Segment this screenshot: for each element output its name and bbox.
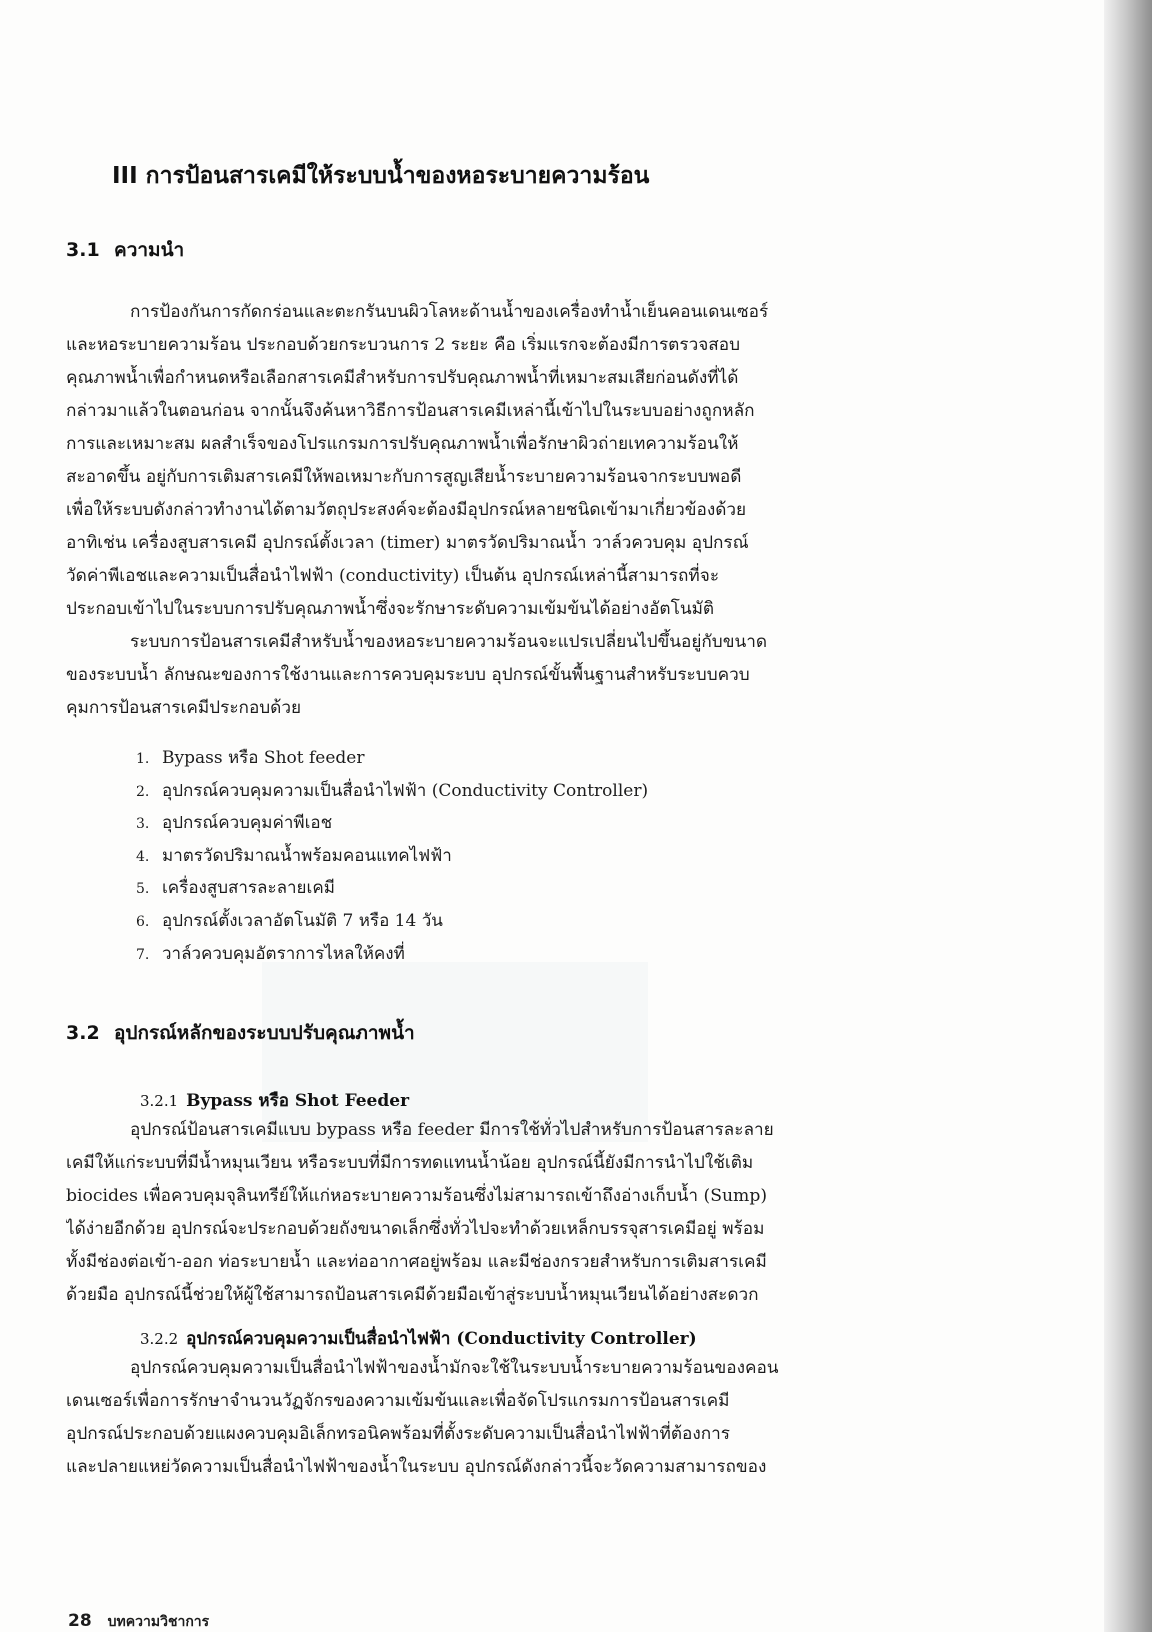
list-item (136, 742, 648, 775)
text-line: ทั้งมีช่องต่อเข้า-ออก ท่อระบายน้ำ และท่ออากาศอยู่พร้อม และมีช่องกรวยสำหรับการเติมสารเคมี (66, 1252, 767, 1272)
list-item-number: 5. (136, 881, 150, 898)
list-item-text: Bypass หรือ Shot feeder (162, 748, 365, 768)
chapter-heading: III การป้อนสารเคมีให้ระบบน้ำของหอระบายความร้อน (112, 163, 650, 189)
section-number: 3.2 (66, 1022, 100, 1044)
text-line: สะอาดขึ้น อยู่กับการเติมสารเคมีให้พอเหมาะกับการสูญเสียน้ำระบายความร้อนจากระบบพอดี (66, 467, 742, 487)
list-item-number: 2. (136, 783, 150, 800)
text-line: การและเหมาะสม ผลสำเร็จของโปรแกรมการปรับคุณภาพน้ำเพื่อรักษาผิวถ่ายเทความร้อนให้ (66, 434, 739, 454)
text-line: คุณภาพน้ำเพื่อกำหนดหรือเลือกสารเคมีสำหรับการปรับคุณภาพน้ำที่เหมาะสมเสียก่อนดังที่ได้ (66, 368, 739, 388)
page-number: 28 (68, 1611, 92, 1631)
list-item (136, 905, 648, 938)
page-footer (68, 1611, 209, 1633)
list-item (136, 807, 648, 840)
text-line: อาทิเช่น เครื่องสูบสารเคมี อุปกรณ์ตั้งเวลา (timer) มาตรวัดปริมาณน้ำ วาล์วควบคุม อุปกรณ์ (66, 533, 749, 553)
text-line: การป้องกันการกัดกร่อนและตะกรันบนผิวโลหะด้านน้ำของเครื่องทำน้ำเย็นคอนเดนเซอร์ (130, 302, 769, 322)
text-line: และปลายแหย่วัดความเป็นสื่อนำไฟฟ้าของน้ำในระบบ อุปกรณ์ดังกล่าวนี้จะวัดความสามารถของ (66, 1457, 767, 1477)
footer-label: บทความวิชาการ (107, 1614, 210, 1630)
list-item (136, 840, 648, 873)
list-item-number: 4. (136, 848, 150, 865)
text-line: และหอระบายความร้อน ประกอบด้วยกระบวนการ 2 ระยะ คือ เริ่มแรกจะต้องมีการตรวจสอบ (66, 335, 741, 355)
subsection-title: อุปกรณ์ควบคุมความเป็นสื่อนำไฟฟ้า (Conductivity Controller) (186, 1329, 697, 1349)
text-line: ระบบการป้อนสารเคมีสำหรับน้ำของหอระบายความร้อนจะแปรเปลี่ยนไปขึ้นอยู่กับขนาด (130, 632, 768, 652)
list-item-text: มาตรวัดปริมาณน้ำพร้อมคอนแทคไฟฟ้า (162, 845, 452, 866)
conductivity-paragraph (66, 1352, 836, 1484)
intro-paragraph (66, 296, 836, 725)
section-number: 3.1 (66, 239, 100, 261)
list-item-text: เครื่องสูบสารละลายเคมี (162, 878, 335, 899)
list-item (136, 775, 648, 808)
text-line: อุปกรณ์ประกอบด้วยแผงควบคุมอิเล็กทรอนิคพร้อมที่ตั้งระดับความเป็นสื่อนำไฟฟ้าที่ต้องการ (66, 1424, 731, 1444)
text-line: ได้ง่ายอีกด้วย อุปกรณ์จะประกอบด้วยถังขนาดเล็กซึ่งทั่วไปจะทำด้วยเหล็กบรรจุสารเคมีอยู่ พร้อม (66, 1219, 765, 1239)
subsection-heading-3-2-1 (140, 1087, 409, 1114)
list-item-number: 3. (136, 816, 150, 833)
text-line: ประกอบเข้าไปในระบบการปรับคุณภาพน้ำซึ่งจะรักษาระดับความเข้มข้นได้อย่างอัตโนมัติ (66, 599, 715, 619)
text-line: เคมีให้แก่ระบบที่มีน้ำหมุนเวียน หรือระบบที่มีการทดแทนน้ำน้อย อุปกรณ์นี้ยังมีการนำไปใช้เติม (66, 1153, 754, 1173)
text-line: อุปกรณ์ควบคุมความเป็นสื่อนำไฟฟ้าของน้ำมักจะใช้ในระบบน้ำระบายความร้อนของคอน (130, 1358, 779, 1378)
text-line: เดนเซอร์เพื่อการรักษาจำนวนวัฏจักรของความเข้มข้นและเพื่อจัดโปรแกรมการป้อนสารเคมี (66, 1391, 730, 1411)
text-line: คุมการป้อนสารเคมีประกอบด้วย (66, 698, 302, 718)
list-item-text: วาล์วควบคุมอัตราการไหลให้คงที่ (162, 943, 405, 964)
list-item-text: อุปกรณ์ควบคุมค่าพีเอช (162, 813, 333, 834)
text-line: ของระบบน้ำ ลักษณะของการใช้งานและการควบคุมระบบ อุปกรณ์ขั้นพื้นฐานสำหรับระบบควบ (66, 665, 750, 685)
equipment-list (136, 742, 648, 970)
section-title: อุปกรณ์หลักของระบบปรับคุณภาพน้ำ (114, 1022, 415, 1044)
page-edge-shadow (1104, 0, 1152, 1632)
text-line: เพื่อให้ระบบดังกล่าวทำงานได้ตามวัตถุประสงค์จะต้องมีอุปกรณ์หลายชนิดเข้ามาเกี่ยวข้องด้วย (66, 500, 747, 520)
section-title: ความนำ (114, 239, 185, 261)
list-item (136, 872, 648, 905)
list-item-text: อุปกรณ์ตั้งเวลาอัตโนมัติ 7 หรือ 14 วัน (162, 910, 443, 931)
list-item-text: อุปกรณ์ควบคุมความเป็นสื่อนำไฟฟ้า (Conductivity Controller) (162, 780, 649, 801)
section-heading-3-1 (66, 235, 184, 265)
list-item (136, 938, 648, 971)
text-line: วัดค่าพีเอชและความเป็นสื่อนำไฟฟ้า (conductivity) เป็นต้น อุปกรณ์เหล่านี้สามารถที่จะ (66, 566, 720, 586)
subsection-number: 3.2.2 (140, 1330, 179, 1348)
subsection-number: 3.2.1 (140, 1092, 179, 1110)
subsection-heading-3-2-2 (140, 1325, 697, 1352)
list-item-number: 1. (136, 751, 150, 767)
text-line: กล่าวมาแล้วในตอนก่อน จากนั้นจึงค้นหาวิธีการป้อนสารเคมีเหล่านี้เข้าไปในระบบอย่างถูกหลัก (66, 401, 755, 421)
bypass-paragraph (66, 1114, 836, 1312)
subsection-title: Bypass หรือ Shot Feeder (186, 1091, 410, 1111)
text-line: biocides เพื่อควบคุมจุลินทรีย์ให้แก่หอระบายความร้อนซึ่งไม่สามารถเข้าถึงอ่างเก็บน้ำ (Sump) (66, 1186, 768, 1206)
list-item-number: 6. (136, 913, 150, 930)
section-heading-3-2 (66, 1018, 415, 1048)
list-item-number: 7. (136, 946, 150, 963)
text-line: ด้วยมือ อุปกรณ์นี้ช่วยให้ผู้ใช้สามารถป้อนสารเคมีด้วยมือเข้าสู่ระบบน้ำหมุนเวียนได้อย่างสะดวก (66, 1285, 759, 1305)
text-line: อุปกรณ์ป้อนสารเคมีแบบ bypass หรือ feeder มีการใช้ทั่วไปสำหรับการป้อนสารละลาย (130, 1120, 774, 1140)
